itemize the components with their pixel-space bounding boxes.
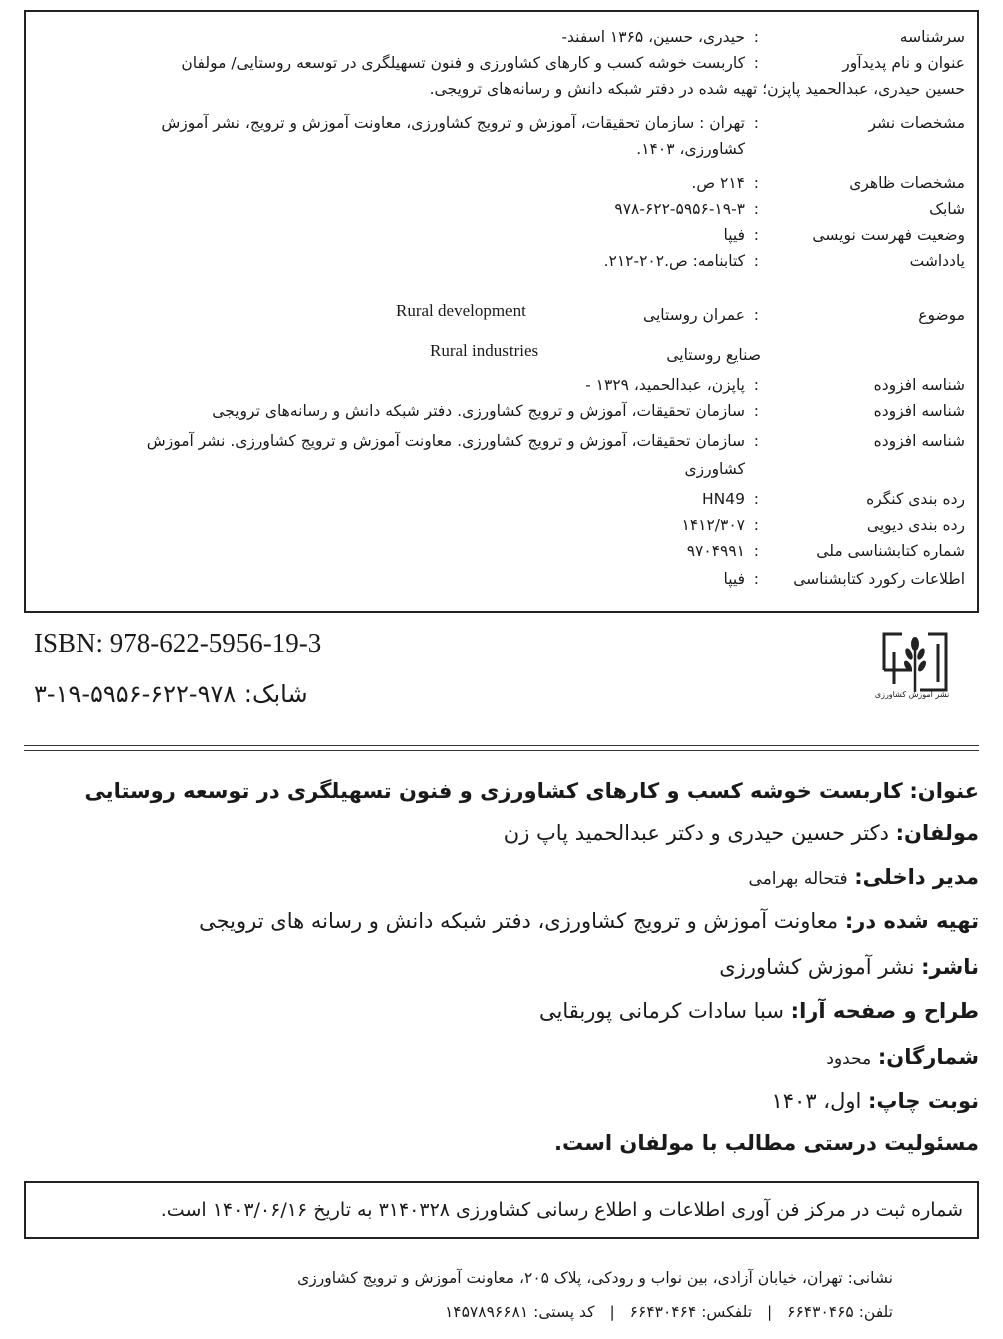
cip-label: شناسه افزوده (873, 432, 965, 450)
divider (24, 745, 979, 751)
cip-row: اطلاعات رکورد کتابشناسی : فیپا (26, 566, 977, 592)
registration-box: شماره ثبت در مرکز فن آوری اطلاعات و اطلاع رسانی کشاورزی ۳۱۴۰۳۲۸ به تاریخ ۱۴۰۳/۰۶/۱۶ است. (24, 1181, 979, 1239)
footer-contacts: تلفن: ۶۶۴۳۰۴۶۵ | تلفکس: ۶۶۴۳۰۴۶۴ | کد پستی: ۱۴۵۷۸۹۶۶۸۱ (444, 1303, 893, 1321)
footer-address: نشانی: تهران، خیابان آزادی، بین نواب و رودکی، پلاک ۲۰۵، معاونت آموزش و ترویج کشاورزی (297, 1269, 893, 1287)
cip-row: رده بندی کنگره : HN49 (26, 486, 977, 512)
cip-label: اطلاعات رکورد کتابشناسی (793, 570, 965, 588)
cip-label: شماره کتابشناسی ملی (816, 542, 965, 560)
credit-designer: طراح و صفحه آرا: سبا سادات کرمانی پوربقایی (539, 999, 979, 1023)
cip-row: شناسه افزوده : پاپزن، عبدالحمید، ۱۳۲۹ - (26, 372, 977, 398)
cip-label: یادداشت (909, 252, 965, 270)
cip-value-en: Rural industries (430, 341, 539, 360)
cip-value: حیدری، حسین، ۱۳۶۵ اسفند- (561, 28, 745, 46)
cip-label: رده بندی دیویی (866, 516, 965, 534)
cip-label: مشخصات نشر (868, 114, 965, 132)
cip-label: عنوان و نام پدیدآور (842, 54, 965, 72)
isbn-en: ISBN: 978-622-5956-19-3 (34, 628, 322, 658)
cip-row-cont (26, 76, 977, 102)
cip-label: شابک (929, 200, 965, 218)
credit-title: عنوان: کاربست خوشه کسب و کارهای کشاورزی و فنون تسهیلگری در توسعه روستایی (84, 779, 979, 803)
cip-row-cont (26, 456, 977, 482)
cip-row: مشخصات ظاهری : ۲۱۴ ص. (26, 170, 977, 196)
cip-value-cont: کشاورزی (684, 460, 745, 478)
cip-value: پاپزن، عبدالحمید، ۱۳۲۹ - (585, 376, 745, 394)
credit-manager: مدیر داخلی: فتحاله بهرامی (748, 865, 979, 889)
cip-label: سرشناسه (899, 28, 965, 46)
cip-value: ۱۴۱۲/۳۰۷ (681, 516, 745, 534)
cip-label: وضعیت فهرست نویسی (812, 226, 965, 244)
cip-row: شابک : ۹۷۸-۶۲۲-۵۹۵۶-۱۹-۳ (26, 196, 977, 222)
credit-edition: نوبت چاپ: اول، ۱۴۰۳ (771, 1089, 979, 1113)
cip-label: شناسه افزوده (873, 402, 965, 420)
credit-responsibility: مسئولیت درستی مطالب با مولفان است. (554, 1131, 979, 1155)
footer-fax: تلفکس: ۶۶۴۳۰۴۶۴ (629, 1303, 753, 1321)
cip-value: ۹۷۰۴۹۹۱ (686, 542, 745, 560)
cip-value: HN49 (702, 490, 745, 508)
cip-row: عنوان و نام پدیدآور : کاربست خوشه کسب و کارهای کشاورزی و فنون تسهیلگری در توسعه روستایی/ مولفان (26, 50, 977, 76)
cip-row (26, 342, 977, 368)
publisher-logo-text: نشر آموزش کشاورزی (874, 690, 950, 699)
cip-row: سرشناسه : حیدری، حسین، ۱۳۶۵ اسفند- (26, 24, 977, 50)
cip-row: شماره کتابشناسی ملی : ۹۷۰۴۹۹۱ (26, 538, 977, 564)
isbn-fa (34, 680, 394, 708)
isbn-fa-value: ۹۷۸-۶۲۲-۵۹۵۶-۱۹-۳ (34, 680, 237, 708)
cip-value-cont: حسین حیدری، عبدالحمید پاپزن؛ تهیه شده در دفتر شبکه دانش و رسانه‌های ترویجی. (429, 80, 965, 98)
cip-label: شناسه افزوده (873, 376, 965, 394)
cip-row: مشخصات نشر : تهران : سازمان تحقیقات، آموزش و ترویج کشاورزی، معاونت آموزش و ترویج، نشر آموزش (26, 110, 977, 136)
cip-row-cont (26, 136, 977, 162)
cip-value-en: Rural development (396, 301, 526, 320)
cip-value-cont: کشاورزی، ۱۴۰۳. (636, 140, 745, 158)
cip-value: کتابنامه: ص.۲۰۲-۲۱۲. (603, 252, 745, 270)
credit-publisher: ناشر: نشر آموزش کشاورزی (719, 955, 979, 979)
credit-authors: مولفان: دکتر حسین حیدری و دکتر عبدالحمید پاپ زن (503, 821, 979, 845)
cip-value: صنایع روستایی (666, 346, 761, 364)
cip-row: شناسه افزوده : سازمان تحقیقات، آموزش و ترویج کشاورزی. دفتر شبکه دانش و رسانه‌های ترویجی (26, 398, 977, 424)
credit-copies: شمارگان: محدود (826, 1045, 979, 1069)
cip-label: رده بندی کنگره (866, 490, 965, 508)
cip-value: کاربست خوشه کسب و کارهای کشاورزی و فنون تسهیلگری در توسعه روستایی/ مولفان (181, 54, 745, 72)
cip-value: تهران : سازمان تحقیقات، آموزش و ترویج کشاورزی، معاونت آموزش و ترویج، نشر آموزش (161, 114, 745, 132)
isbn-fa-label: شابک: (243, 680, 308, 708)
cip-value: سازمان تحقیقات، آموزش و ترویج کشاورزی. معاونت آموزش و ترویج کشاورزی. نشر آموزش (146, 432, 745, 450)
cip-value: فیپا (723, 226, 745, 244)
cip-box (24, 10, 979, 613)
cip-value: عمران روستایی (643, 306, 745, 324)
cip-value: ۹۷۸-۶۲۲-۵۹۵۶-۱۹-۳ (614, 200, 745, 218)
cip-row: یادداشت : کتابنامه: ص.۲۰۲-۲۱۲. (26, 248, 977, 274)
footer-postal: کد پستی: ۱۴۵۷۸۹۶۶۸۱ (444, 1303, 595, 1321)
cip-value: ۲۱۴ ص. (691, 174, 745, 192)
cip-label: مشخصات ظاهری (849, 174, 965, 192)
cip-value: سازمان تحقیقات، آموزش و ترویج کشاورزی. دفتر شبکه دانش و رسانه‌های ترویجی (212, 402, 745, 420)
cip-label: موضوع (918, 306, 965, 324)
credit-prepared: تهیه شده در: معاونت آموزش و ترویج کشاورزی، دفتر شبکه دانش و رسانه های ترویجی (199, 909, 979, 933)
footer-phone: تلفن: ۶۶۴۳۰۴۶۵ (787, 1303, 893, 1321)
cip-row: وضعیت فهرست نویسی : فیپا (26, 222, 977, 248)
cip-row: رده بندی دیویی : ۱۴۱۲/۳۰۷ (26, 512, 977, 538)
cip-value: فیپا (723, 570, 745, 588)
cip-row: شناسه افزوده : سازمان تحقیقات، آموزش و ترویج کشاورزی. معاونت آموزش و ترویج کشاورزی. نشر آموزش (26, 428, 977, 454)
cip-row: موضوع : عمران روستایی Rural development (26, 302, 977, 328)
